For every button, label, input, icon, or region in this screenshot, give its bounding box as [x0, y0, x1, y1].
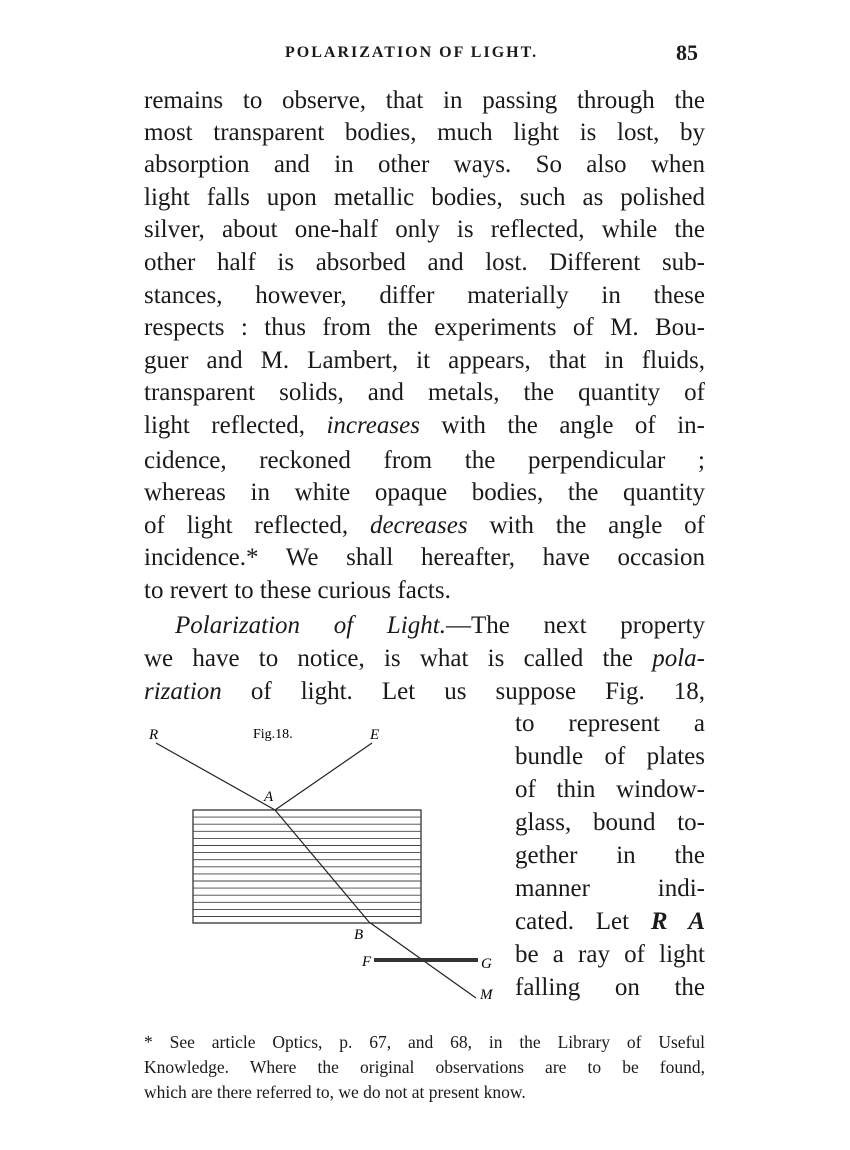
text-line	[144, 644, 705, 674]
page-number: 85	[676, 40, 698, 65]
text-line: bundle of plates	[515, 743, 705, 770]
label-a: A	[264, 789, 274, 805]
text-line	[515, 907, 705, 937]
text-line	[144, 677, 705, 707]
text-line	[144, 511, 705, 541]
incident-ray	[156, 743, 275, 810]
text-line: glass, bound to-	[515, 809, 705, 836]
italic-text: rization	[144, 678, 222, 705]
label-r: R	[149, 727, 159, 743]
text-line: silver, about one-half only is reflected, while the	[144, 216, 705, 243]
footnote-line: * See article Optics, p. 67, and 68, in the Library of Useful	[144, 1032, 705, 1052]
text-run: light reflected,	[144, 412, 327, 439]
page-title: POLARIZATION OF LIGHT.	[285, 44, 539, 61]
text-run: of light reflected,	[144, 512, 370, 539]
text-line: be a ray of light	[515, 941, 705, 968]
text-line: manner indi-	[515, 875, 705, 902]
label-g: G	[481, 956, 492, 972]
text-line: to revert to these curious facts.	[144, 577, 451, 604]
text-line: transparent solids, and metals, the quantity of	[144, 379, 705, 406]
mirror-fg	[374, 958, 478, 962]
text-line: remains to observe, that in passing through the	[144, 87, 705, 114]
text-line: falling on the	[515, 974, 705, 1001]
italic-text: pola-	[652, 645, 705, 672]
text-line: incidence.* We shall hereafter, have occasion	[144, 544, 705, 571]
text-line: stances, however, differ materially in these	[144, 282, 705, 309]
label-e: E	[370, 727, 380, 743]
text-line: guer and M. Lambert, it appears, that in fluids,	[144, 347, 705, 374]
text-line	[144, 411, 705, 441]
italic-text: increases	[326, 412, 420, 439]
text-line: light falls upon metallic bodies, such as polished	[144, 184, 705, 211]
italic-text: decreases	[369, 512, 468, 539]
figure-18-diagram	[140, 715, 510, 1005]
text-line: cidence, reckoned from the perpendicular ;	[144, 447, 705, 474]
label-b: B	[354, 927, 364, 943]
figure-caption: Fig.18.	[253, 727, 293, 742]
footnote-line: Knowledge. Where the original observations are to be found,	[144, 1057, 705, 1077]
reflected-ray	[275, 743, 372, 810]
text-line: other half is absorbed and lost. Different sub-	[144, 249, 705, 276]
text-line: gether in the	[515, 842, 705, 869]
text-run: of light. Let us suppose Fig. 18,	[221, 678, 705, 705]
refracted-ray	[275, 810, 369, 922]
section-heading: Polarization of Light.	[175, 612, 446, 639]
text-line: of thin window-	[515, 776, 705, 803]
text-run: cated. Let	[515, 908, 651, 935]
glass-plates	[193, 810, 421, 923]
text-line	[175, 611, 705, 641]
text-line: most transparent bodies, much light is lost, by	[144, 119, 705, 146]
label-f: F	[362, 954, 372, 970]
text-line: whereas in white opaque bodies, the quantity	[144, 479, 705, 506]
text-line: respects : thus from the experiments of M. Bou-	[144, 314, 705, 341]
text-run: we have to notice, is what is called the	[144, 645, 653, 672]
text-run: with the angle of	[467, 512, 706, 539]
label-m: M	[480, 987, 493, 1003]
text-line: to represent a	[515, 710, 705, 737]
text-run: —The next property	[445, 612, 705, 639]
italic-text: R A	[650, 908, 705, 935]
text-run: with the angle of in-	[419, 412, 705, 439]
footnote-line: which are there referred to, we do not at present know.	[144, 1082, 526, 1102]
text-line: absorption and in other ways. So also when	[144, 151, 705, 178]
